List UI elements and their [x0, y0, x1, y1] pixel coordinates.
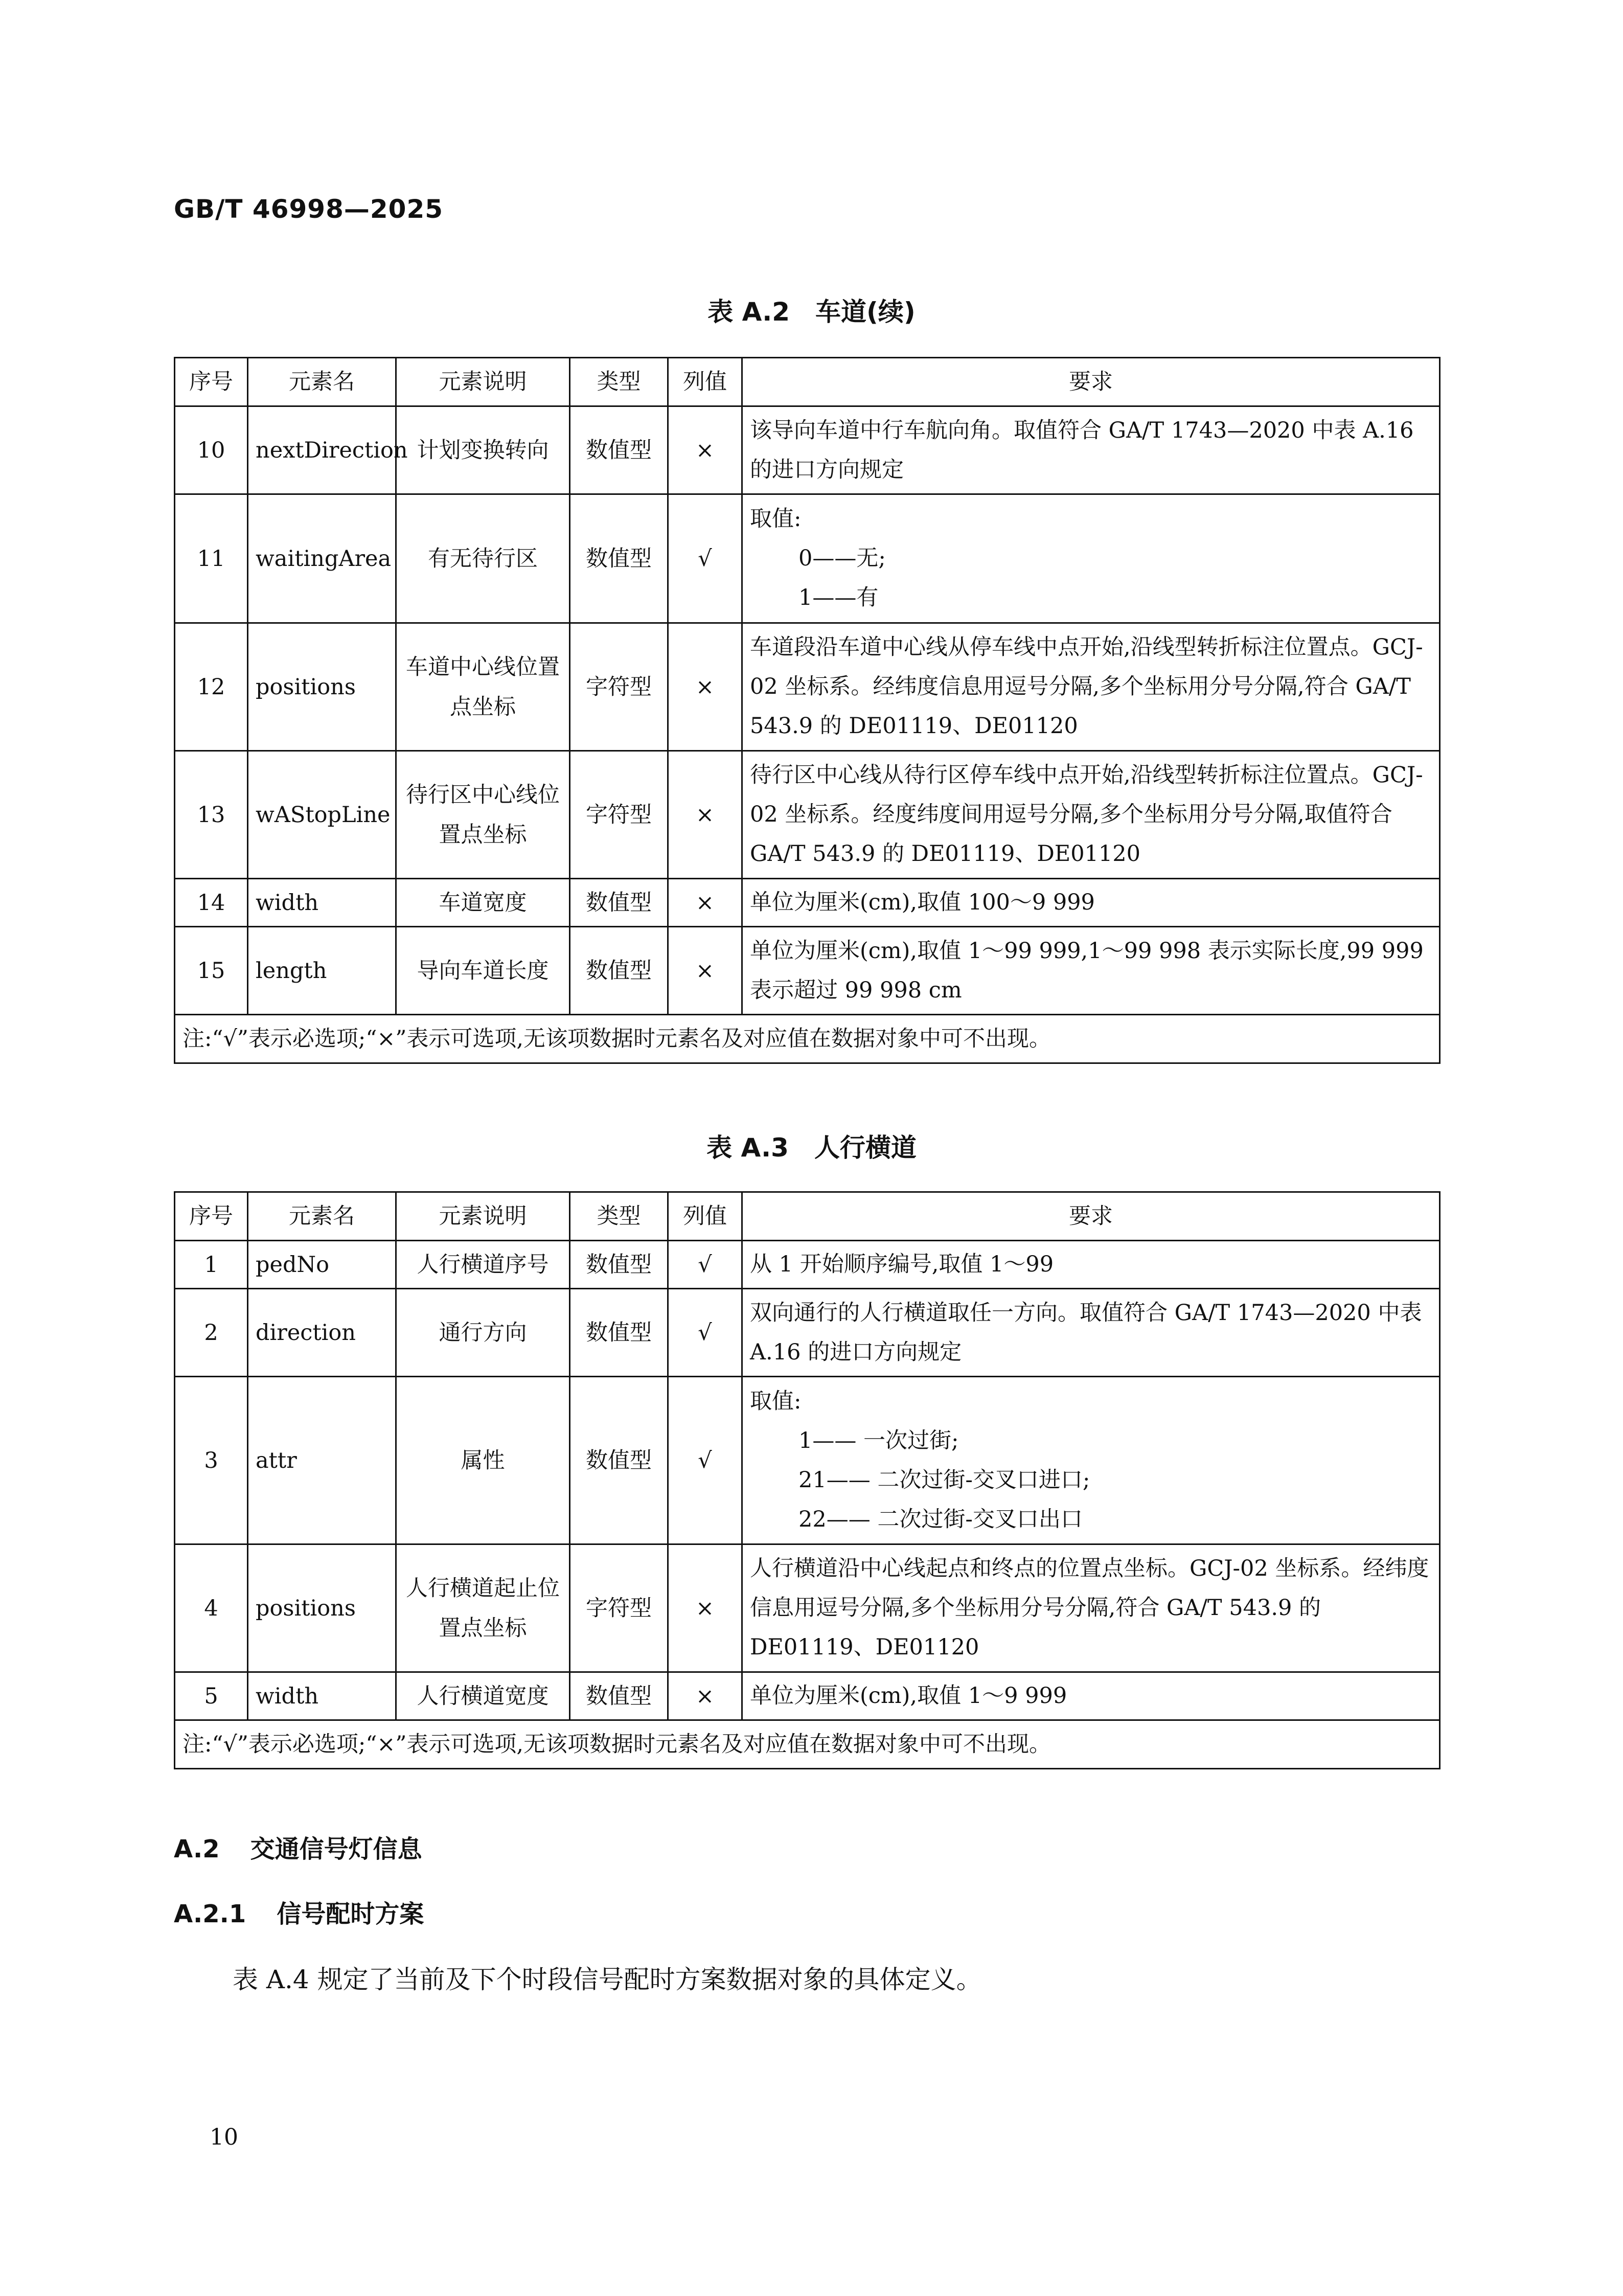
col-header-type: 类型 — [570, 1192, 668, 1241]
table-row — [175, 1289, 1440, 1377]
cell-req: 单位为厘米(cm),取值 1～99 999,1～99 998 表示实际长度,99 999 表示超过 99 998 cm — [742, 927, 1440, 1015]
cell-desc: 有无待行区 — [396, 494, 570, 623]
table-row — [175, 1241, 1440, 1289]
table-row — [175, 879, 1440, 927]
cell-flag: × — [668, 1672, 742, 1720]
section-heading-a2 — [174, 1829, 422, 1865]
cell-req: 待行区中心线从待行区停车线中点开始,沿线型转折标注位置点。GCJ-02 坐标系。经度纬度间用逗号分隔,多个坐标用分号分隔,取值符合 GA/T 543.9 的 DE01119、DE01120 — [742, 751, 1440, 879]
table-a2 — [174, 357, 1441, 1064]
section-heading-a21 — [174, 1894, 424, 1929]
cell-name: direction — [248, 1289, 396, 1377]
cell-type: 数值型 — [570, 927, 668, 1015]
cell-req: 人行横道沿中心线起点和终点的位置点坐标。GCJ-02 坐标系。经纬度信息用逗号分隔,多个坐标用分号分隔,符合 GA/T 543.9 的 DE01119、DE01120 — [742, 1544, 1440, 1672]
cell-flag: √ — [668, 494, 742, 623]
req-line: 22—— 二次过街-交叉口出口 — [798, 1506, 1083, 1532]
col-header-desc: 元素说明 — [396, 1192, 570, 1241]
cell-type: 数值型 — [570, 1289, 668, 1377]
cell-no: 12 — [175, 623, 248, 751]
cell-name: nextDirection — [248, 406, 396, 494]
cell-desc: 计划变换转向 — [396, 406, 570, 494]
cell-name: width — [248, 1672, 396, 1720]
cell-flag: × — [668, 406, 742, 494]
cell-req: 双向通行的人行横道取任一方向。取值符合 GA/T 1743—2020 中表 A.16 的进口方向规定 — [742, 1289, 1440, 1377]
cell-type: 字符型 — [570, 751, 668, 879]
table-row — [175, 927, 1440, 1015]
table-row — [175, 406, 1440, 494]
cell-flag: √ — [668, 1289, 742, 1377]
cell-req: 单位为厘米(cm),取值 1～9 999 — [742, 1672, 1440, 1720]
cell-name: width — [248, 879, 396, 927]
section-number: A.2 — [174, 1835, 220, 1863]
cell-no: 13 — [175, 751, 248, 879]
table-note: 注:“√”表示必选项;“×”表示可选项,无该项数据时元素名及对应值在数据对象中可不出现。 — [175, 1720, 1440, 1769]
table-row — [175, 1377, 1440, 1544]
req-line: 0——无; — [798, 545, 886, 571]
cell-no: 2 — [175, 1289, 248, 1377]
cell-type: 数值型 — [570, 1377, 668, 1544]
col-header-name: 元素名 — [248, 358, 396, 406]
cell-req: 车道段沿车道中心线从停车线中点开始,沿线型转折标注位置点。GCJ-02 坐标系。经纬度信息用逗号分隔,多个坐标用分号分隔,符合 GA/T 543.9 的 DE01119、DE01120 — [742, 623, 1440, 751]
table-row — [175, 623, 1440, 751]
standard-number: GB/T 46998—2025 — [174, 194, 444, 224]
cell-flag: × — [668, 1544, 742, 1672]
col-header-no: 序号 — [175, 358, 248, 406]
table-note-row — [175, 1015, 1440, 1063]
cell-desc: 人行横道序号 — [396, 1241, 570, 1289]
page-number: 10 — [210, 2124, 238, 2150]
cell-no: 15 — [175, 927, 248, 1015]
col-header-type: 类型 — [570, 358, 668, 406]
cell-type: 数值型 — [570, 494, 668, 623]
cell-req: 从 1 开始顺序编号,取值 1～99 — [742, 1241, 1440, 1289]
cell-name: waitingArea — [248, 494, 396, 623]
cell-flag: × — [668, 751, 742, 879]
table-a3 — [174, 1191, 1441, 1769]
section-title: 信号配时方案 — [277, 1900, 424, 1928]
table-header-row — [175, 358, 1440, 406]
req-line: 取值: — [750, 506, 802, 532]
cell-req: 该导向车道中行车航向角。取值符合 GA/T 1743—2020 中表 A.16 的进口方向规定 — [742, 406, 1440, 494]
section-number: A.2.1 — [174, 1900, 246, 1928]
cell-desc: 车道宽度 — [396, 879, 570, 927]
cell-flag: √ — [668, 1241, 742, 1289]
cell-flag: √ — [668, 1377, 742, 1544]
cell-name: length — [248, 927, 396, 1015]
cell-flag: × — [668, 879, 742, 927]
cell-desc: 待行区中心线位置点坐标 — [396, 751, 570, 879]
col-header-req: 要求 — [742, 1192, 1440, 1241]
body-paragraph: 表 A.4 规定了当前及下个时段信号配时方案数据对象的具体定义。 — [233, 1965, 982, 1994]
section-title: 交通信号灯信息 — [250, 1835, 422, 1863]
table-a3-title: 表 A.3 人行横道 — [706, 1133, 917, 1163]
cell-name: attr — [248, 1377, 396, 1544]
cell-desc: 属性 — [396, 1377, 570, 1544]
cell-name: pedNo — [248, 1241, 396, 1289]
cell-no: 11 — [175, 494, 248, 623]
req-line: 1——有 — [798, 585, 879, 610]
col-header-desc: 元素说明 — [396, 358, 570, 406]
cell-flag: × — [668, 623, 742, 751]
cell-flag: × — [668, 927, 742, 1015]
cell-name: positions — [248, 1544, 396, 1672]
req-line: 取值: — [750, 1388, 802, 1414]
table-row — [175, 1544, 1440, 1672]
table-header-row — [175, 1192, 1440, 1241]
col-header-no: 序号 — [175, 1192, 248, 1241]
cell-no: 10 — [175, 406, 248, 494]
cell-name: wAStopLine — [248, 751, 396, 879]
cell-type: 数值型 — [570, 406, 668, 494]
cell-req — [742, 1377, 1440, 1544]
table-note-row — [175, 1720, 1440, 1769]
col-header-flag: 列值 — [668, 358, 742, 406]
table-row — [175, 1672, 1440, 1720]
cell-no: 1 — [175, 1241, 248, 1289]
cell-desc: 通行方向 — [396, 1289, 570, 1377]
cell-type: 数值型 — [570, 1672, 668, 1720]
req-line: 21—— 二次过街-交叉口进口; — [798, 1467, 1090, 1493]
table-a2-title: 表 A.2 车道(续) — [707, 297, 916, 327]
cell-name: positions — [248, 623, 396, 751]
cell-req: 单位为厘米(cm),取值 100～9 999 — [742, 879, 1440, 927]
col-header-flag: 列值 — [668, 1192, 742, 1241]
cell-desc: 导向车道长度 — [396, 927, 570, 1015]
table-note: 注:“√”表示必选项;“×”表示可选项,无该项数据时元素名及对应值在数据对象中可不出现。 — [175, 1015, 1440, 1063]
cell-type: 字符型 — [570, 623, 668, 751]
cell-no: 5 — [175, 1672, 248, 1720]
cell-type: 字符型 — [570, 1544, 668, 1672]
req-line: 1—— 一次过街; — [798, 1427, 959, 1453]
cell-req — [742, 494, 1440, 623]
cell-desc: 车道中心线位置点坐标 — [396, 623, 570, 751]
col-header-name: 元素名 — [248, 1192, 396, 1241]
table-row — [175, 494, 1440, 623]
cell-desc: 人行横道起止位置点坐标 — [396, 1544, 570, 1672]
col-header-req: 要求 — [742, 358, 1440, 406]
cell-no: 14 — [175, 879, 248, 927]
cell-type: 数值型 — [570, 1241, 668, 1289]
table-row — [175, 751, 1440, 879]
cell-no: 4 — [175, 1544, 248, 1672]
cell-desc: 人行横道宽度 — [396, 1672, 570, 1720]
cell-type: 数值型 — [570, 879, 668, 927]
cell-no: 3 — [175, 1377, 248, 1544]
